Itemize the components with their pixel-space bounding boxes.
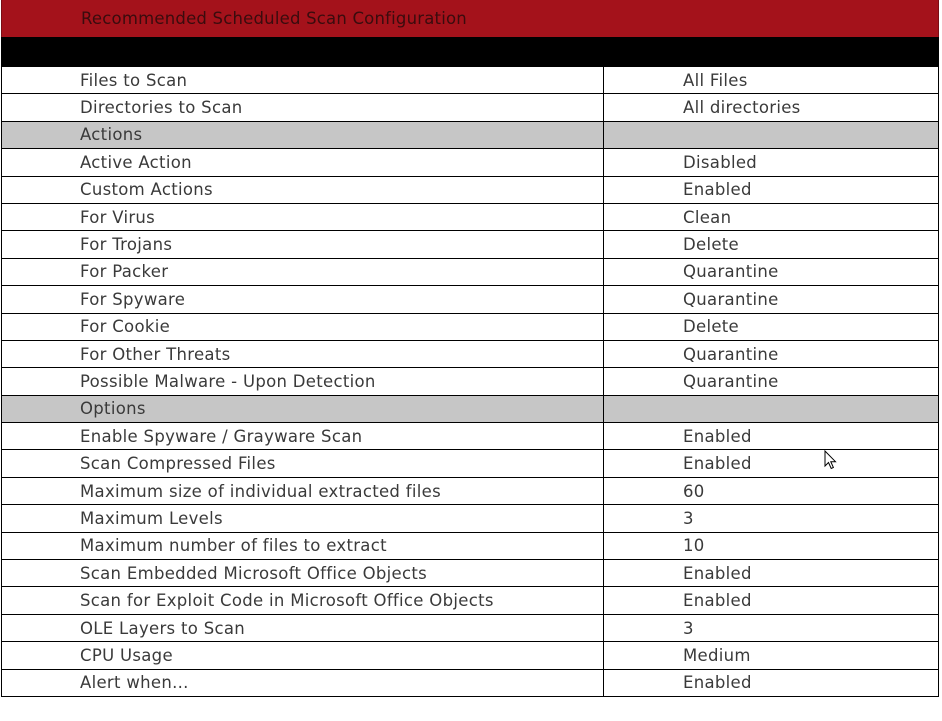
row-label: Custom Actions: [2, 176, 604, 203]
section-header-actions: [2, 121, 939, 148]
section-header-options: [2, 395, 939, 422]
table-row-max-levels: [2, 505, 939, 532]
row-label: For Other Threats: [2, 340, 604, 367]
row-label: For Packer: [2, 258, 604, 285]
row-value: Medium: [604, 642, 939, 669]
section-label: Actions: [2, 121, 604, 148]
row-value: All Files: [604, 67, 939, 94]
section-value: [604, 121, 939, 148]
config-table: [1, 66, 939, 697]
row-label: For Spyware: [2, 286, 604, 313]
table-row-possible-malware: [2, 368, 939, 395]
row-value: All directories: [604, 94, 939, 121]
row-label: Possible Malware - Upon Detection: [2, 368, 604, 395]
row-value: Delete: [604, 313, 939, 340]
row-label: Scan for Exploit Code in Microsoft Office Objects: [2, 587, 604, 614]
table-row-directories-to-scan: [2, 94, 939, 121]
row-value: 3: [604, 505, 939, 532]
table-row-enable-spyware-scan: [2, 423, 939, 450]
row-value: 10: [604, 532, 939, 559]
row-label: Scan Embedded Microsoft Office Objects: [2, 560, 604, 587]
table-row-for-spyware: [2, 286, 939, 313]
table-row-for-other-threats: [2, 340, 939, 367]
row-label: Directories to Scan: [2, 94, 604, 121]
table-row-scan-compressed: [2, 450, 939, 477]
row-label: For Trojans: [2, 231, 604, 258]
row-label: Files to Scan: [2, 67, 604, 94]
row-value: Quarantine: [604, 368, 939, 395]
row-value: Disabled: [604, 149, 939, 176]
table-row-alert-when: [2, 669, 939, 696]
table-row-for-cookie: [2, 313, 939, 340]
row-value: Enabled: [604, 587, 939, 614]
row-value: Quarantine: [604, 258, 939, 285]
table-row-files-to-scan: [2, 67, 939, 94]
header-separator-bar: [1, 37, 939, 66]
row-label: Scan Compressed Files: [2, 450, 604, 477]
row-value: Delete: [604, 231, 939, 258]
row-value: Enabled: [604, 423, 939, 450]
scan-config-sheet: [1, 0, 939, 697]
row-value: Enabled: [604, 450, 939, 477]
table-row-scan-embedded-office: [2, 560, 939, 587]
row-value: 60: [604, 477, 939, 504]
row-label: Enable Spyware / Grayware Scan: [2, 423, 604, 450]
row-label: Maximum Levels: [2, 505, 604, 532]
title-bar: [1, 0, 939, 37]
table-row-max-extracted-size: [2, 477, 939, 504]
table-row-for-packer: [2, 258, 939, 285]
table-row-ole-layers: [2, 614, 939, 641]
row-value: Enabled: [604, 560, 939, 587]
row-label: Alert when...: [2, 669, 604, 696]
table-row-max-files-extract: [2, 532, 939, 559]
page-title: Recommended Scheduled Scan Configuration: [81, 9, 467, 28]
row-value: 3: [604, 614, 939, 641]
row-label: Active Action: [2, 149, 604, 176]
row-value: Quarantine: [604, 340, 939, 367]
table-row-cpu-usage: [2, 642, 939, 669]
table-row-active-action: [2, 149, 939, 176]
table-row-for-virus: [2, 203, 939, 230]
table-row-for-trojans: [2, 231, 939, 258]
row-value: Clean: [604, 203, 939, 230]
section-value: [604, 395, 939, 422]
row-label: OLE Layers to Scan: [2, 614, 604, 641]
row-value: Enabled: [604, 669, 939, 696]
table-row-scan-exploit-office: [2, 587, 939, 614]
table-row-custom-actions: [2, 176, 939, 203]
row-label: CPU Usage: [2, 642, 604, 669]
row-label: For Cookie: [2, 313, 604, 340]
mouse-pointer-icon: [824, 450, 838, 470]
row-label: For Virus: [2, 203, 604, 230]
section-label: Options: [2, 395, 604, 422]
row-value: Enabled: [604, 176, 939, 203]
row-value: Quarantine: [604, 286, 939, 313]
row-label: Maximum number of files to extract: [2, 532, 604, 559]
row-label: Maximum size of individual extracted files: [2, 477, 604, 504]
